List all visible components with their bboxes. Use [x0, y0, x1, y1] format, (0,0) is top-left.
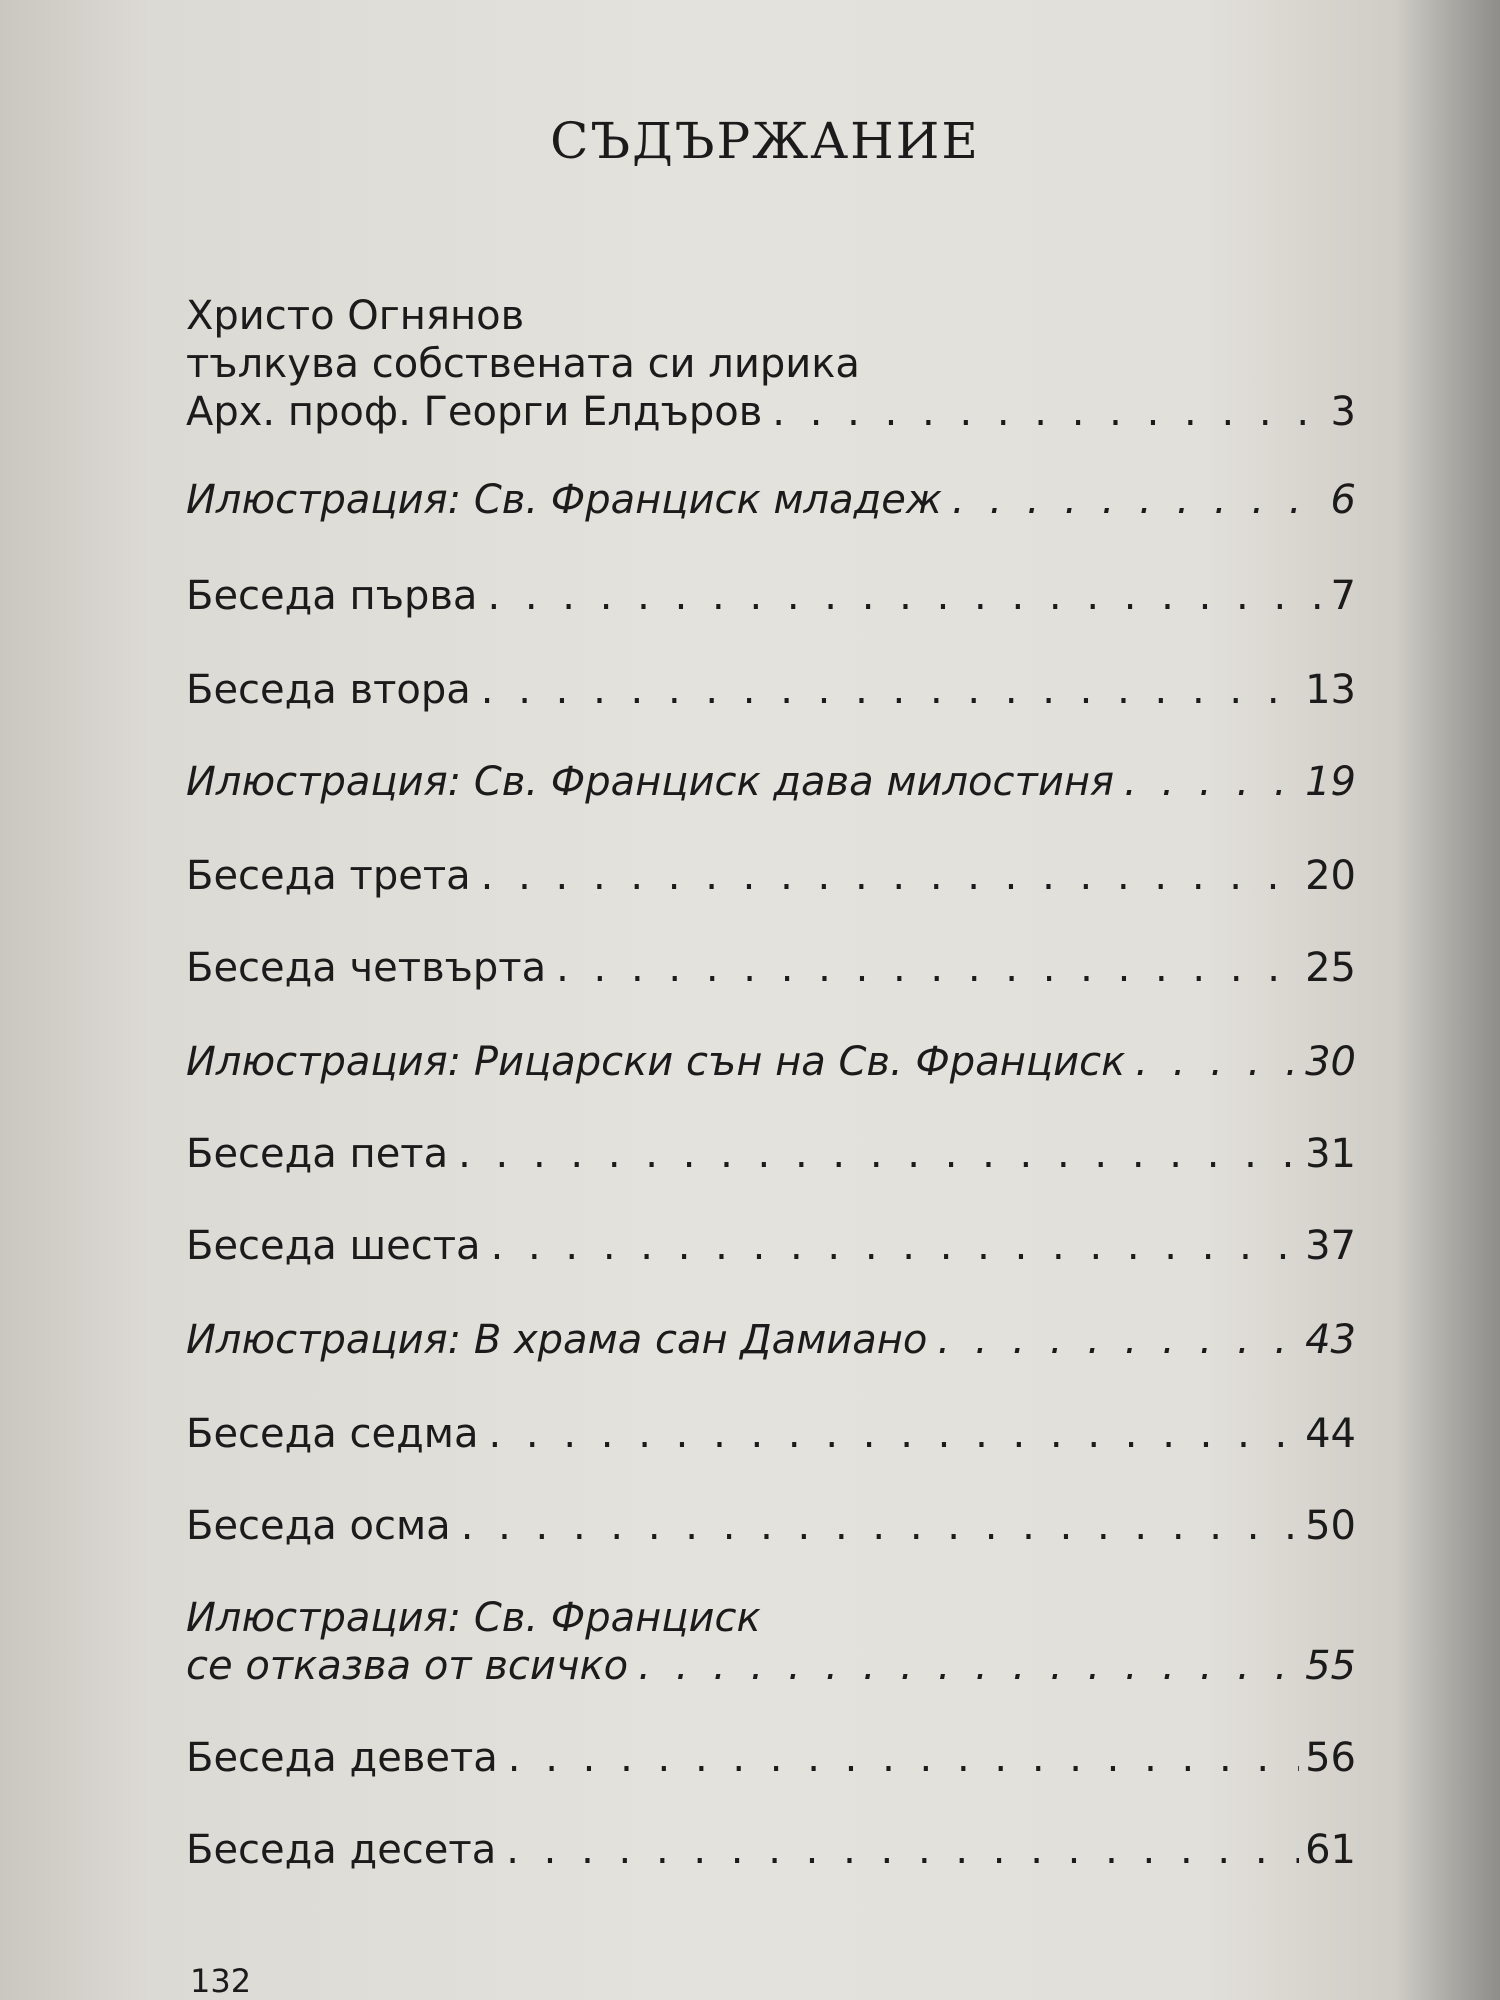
dot-leader [458, 1130, 1299, 1178]
toc-entry-line: тълкува собствената си лирика [186, 341, 860, 387]
table-of-contents [186, 0, 1356, 2000]
page-title: СЪДЪРЖАНИЕ [550, 112, 980, 170]
toc-entry-row [186, 1410, 1356, 1458]
toc-entry-title: Илюстрация: В храма сан Дамиано [186, 1317, 928, 1363]
toc-entry-title: Илюстрация: Св. Франциск младеж [186, 477, 942, 523]
toc-entry [186, 1316, 1356, 1364]
toc-entry-title: Арх. проф. Георги Елдъров [186, 389, 763, 435]
dot-leader [508, 1734, 1299, 1782]
toc-entry [186, 1410, 1356, 1458]
dot-leader [481, 852, 1299, 900]
toc-entry-page: 20 [1305, 853, 1356, 899]
toc-entry [186, 292, 1356, 436]
dot-leader [491, 1222, 1300, 1270]
toc-entry [186, 572, 1356, 620]
toc-entry-title: Беседа десета [186, 1827, 497, 1873]
toc-entry-row [186, 1642, 1356, 1690]
dot-leader [461, 1502, 1299, 1550]
toc-entry-title: Беседа осма [186, 1503, 451, 1549]
toc-entry-line: Христо Огнянов [186, 293, 525, 339]
toc-entry-page: 37 [1305, 1223, 1356, 1269]
toc-entry [186, 852, 1356, 900]
toc-entry [186, 1038, 1356, 1086]
toc-entry-title: се отказва от всичко [186, 1643, 629, 1689]
toc-entry-page: 25 [1305, 945, 1356, 991]
toc-entry-row [186, 1734, 1356, 1782]
toc-entry-page: 43 [1305, 1317, 1356, 1363]
dot-leader [952, 476, 1325, 524]
toc-entry [186, 476, 1356, 524]
toc-entry-title: Илюстрация: Рицарски сън на Св. Франциск [186, 1039, 1126, 1085]
dot-leader [1124, 758, 1299, 806]
toc-entry-row [186, 1316, 1356, 1364]
toc-entry-row [186, 388, 1356, 436]
toc-entry-page: 3 [1330, 389, 1356, 435]
page-number: 132 [190, 1962, 252, 2000]
toc-entry-page: 13 [1305, 667, 1356, 713]
toc-entry-row [186, 1502, 1356, 1550]
toc-entry [186, 1130, 1356, 1178]
dot-leader [488, 1410, 1299, 1458]
toc-entry-title: Илюстрация: Св. Франциск дава милостиня [186, 759, 1115, 805]
toc-entry-title: Беседа шеста [186, 1223, 481, 1269]
toc-entry [186, 666, 1356, 714]
dot-leader [481, 666, 1299, 714]
toc-entry-row [186, 1130, 1356, 1178]
toc-entry [186, 758, 1356, 806]
toc-entry-title: Беседа първа [186, 573, 478, 619]
dot-leader [556, 944, 1299, 992]
dot-leader [487, 572, 1324, 620]
toc-entry-page: 55 [1305, 1643, 1356, 1689]
toc-entry-page: 50 [1305, 1503, 1356, 1549]
toc-entry-page: 6 [1330, 477, 1356, 523]
toc-entry-row [186, 944, 1356, 992]
toc-entry-row [186, 1038, 1356, 1086]
toc-entry-row [186, 852, 1356, 900]
toc-entry-title: Беседа седма [186, 1411, 479, 1457]
toc-entry-title: Беседа втора [186, 667, 471, 713]
toc-entry [186, 1826, 1356, 1874]
toc-entry [186, 1594, 1356, 1690]
toc-entry [186, 1734, 1356, 1782]
dot-leader [937, 1316, 1299, 1364]
toc-entry [186, 1222, 1356, 1270]
dot-leader [506, 1826, 1299, 1874]
dot-leader [772, 388, 1324, 436]
dot-leader [1135, 1038, 1299, 1086]
dot-leader [638, 1642, 1299, 1690]
toc-entry-title: Беседа трета [186, 853, 471, 899]
toc-entry-page: 7 [1330, 573, 1356, 619]
toc-entry-page: 56 [1305, 1735, 1356, 1781]
toc-entry-row [186, 476, 1356, 524]
toc-entry-page: 61 [1305, 1827, 1356, 1873]
toc-entry-line: Илюстрация: Св. Франциск [186, 1595, 761, 1641]
toc-entry-row [186, 1222, 1356, 1270]
toc-entry-page: 19 [1305, 759, 1356, 805]
toc-entry-row [186, 666, 1356, 714]
toc-entry-page: 31 [1305, 1131, 1356, 1177]
toc-entry [186, 944, 1356, 992]
toc-entry-row [186, 1826, 1356, 1874]
toc-entry-row [186, 572, 1356, 620]
toc-entry-title: Беседа пета [186, 1131, 449, 1177]
toc-entry [186, 1502, 1356, 1550]
toc-entry-title: Беседа четвърта [186, 945, 547, 991]
toc-entry-page: 44 [1305, 1411, 1356, 1457]
toc-entry-page: 30 [1305, 1039, 1356, 1085]
toc-entry-title: Беседа девета [186, 1735, 498, 1781]
toc-entry-row [186, 758, 1356, 806]
